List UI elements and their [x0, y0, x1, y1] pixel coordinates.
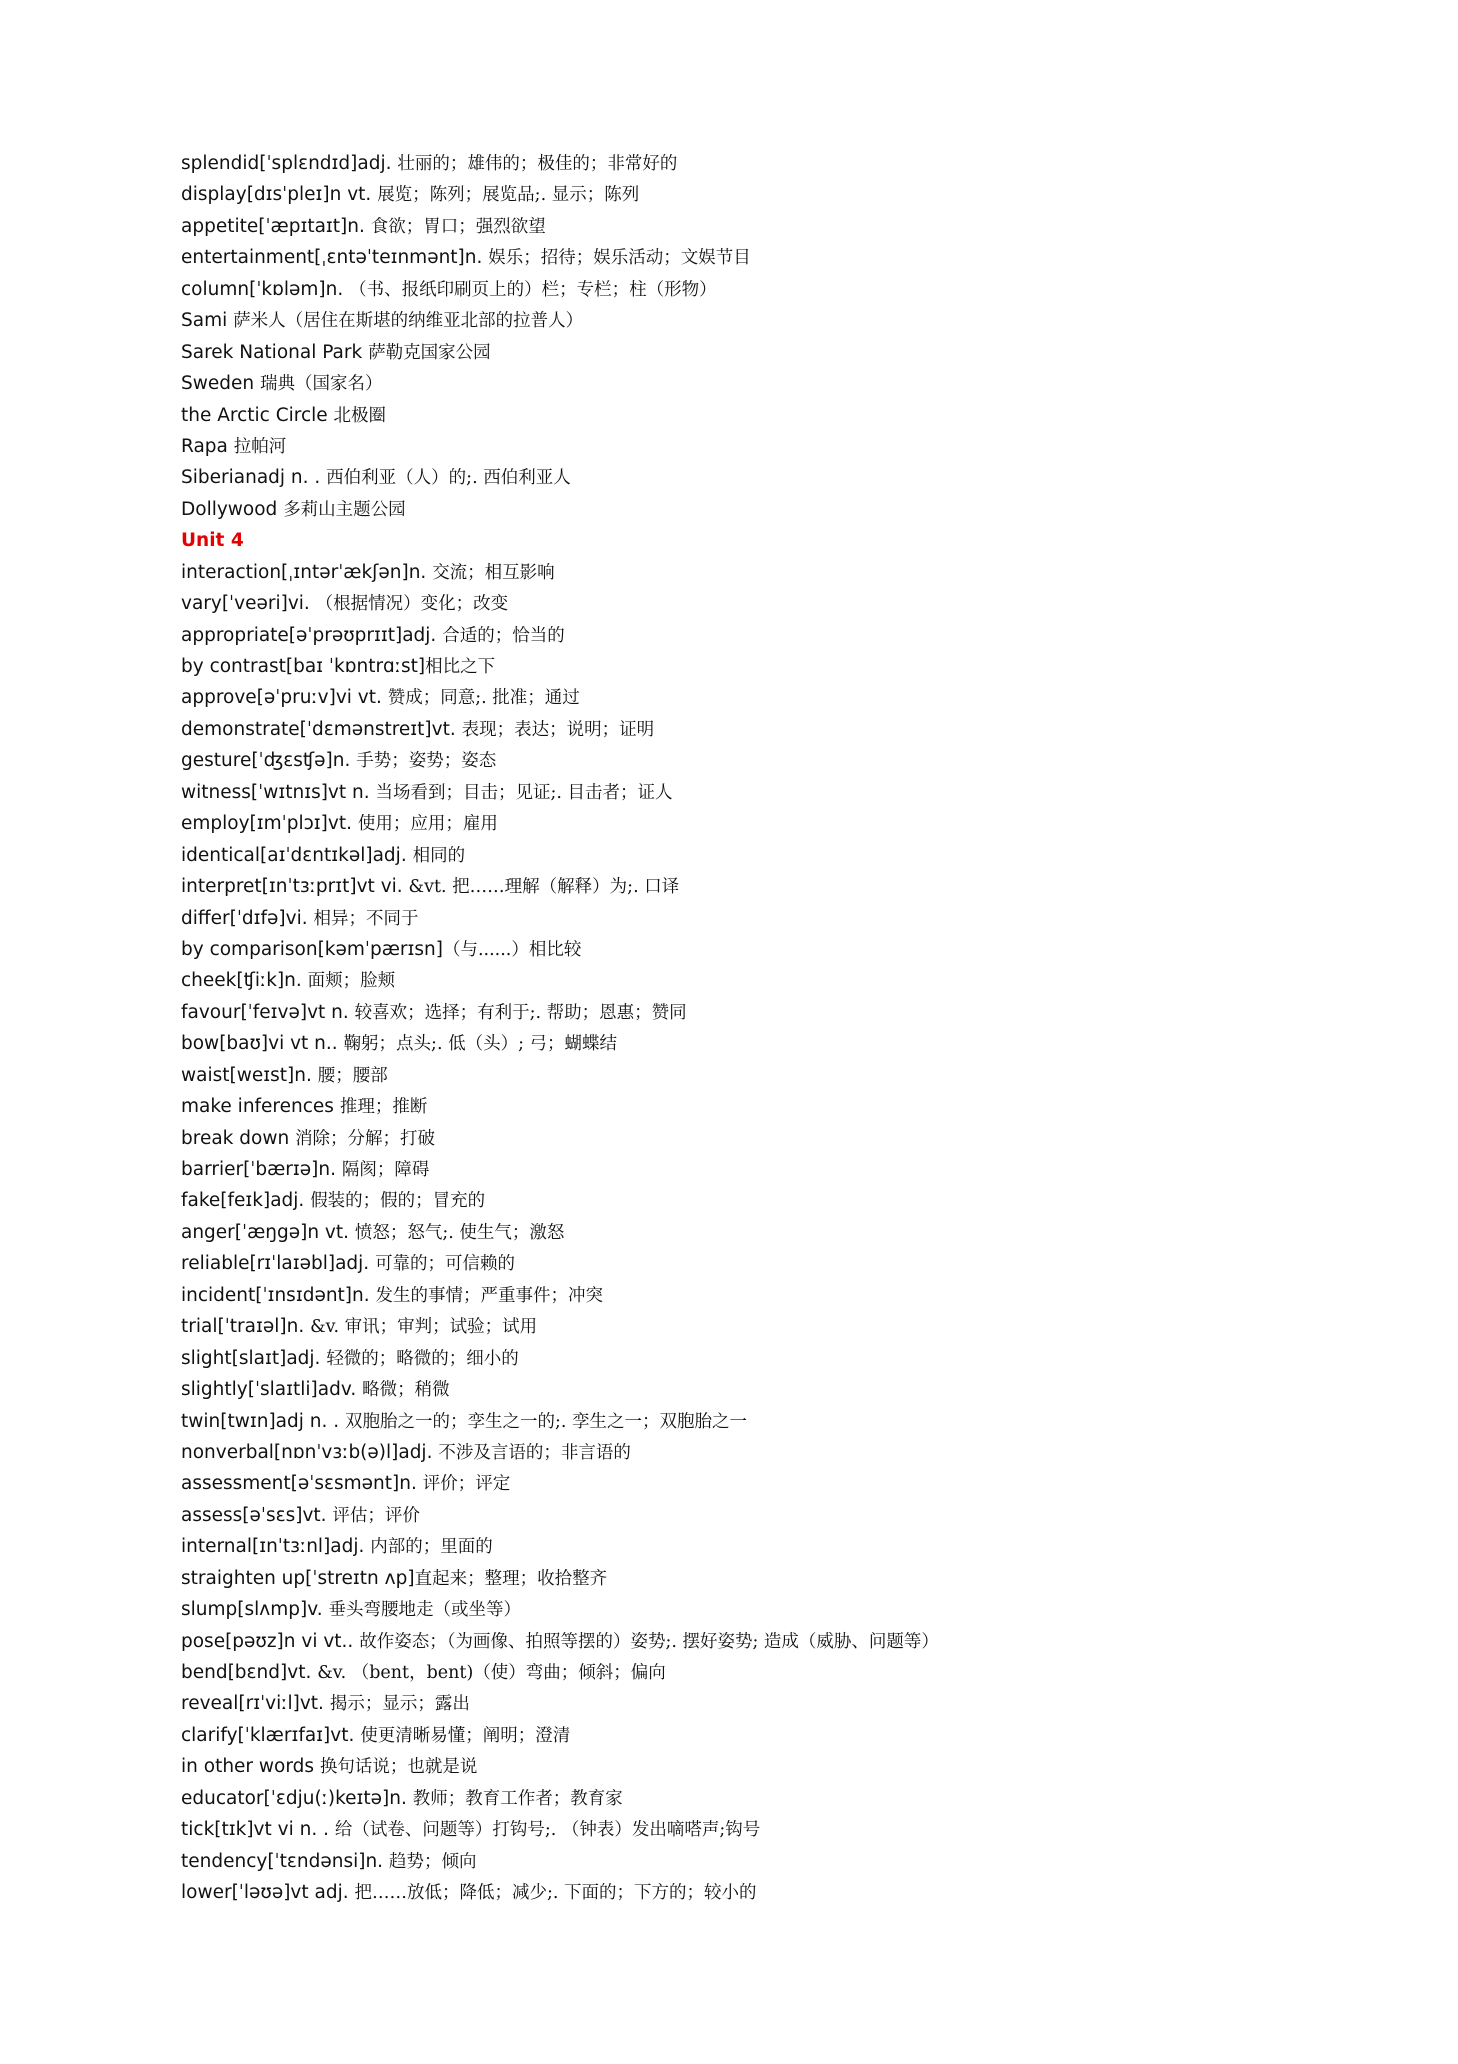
vocab-definition: 拉帕河	[233, 436, 287, 457]
vocab-definition: 教师；教育工作者；教育家	[412, 1788, 623, 1809]
vocab-term: interaction[ˌɪntərˈækʃən]n.	[181, 561, 433, 583]
vocab-term: identical[aɪˈdɛntɪkəl]adj.	[181, 844, 413, 866]
vocab-entry	[181, 1217, 1381, 1248]
vocab-entry	[181, 494, 1381, 525]
vocab-term: differ[ˈdɪfə]vi.	[181, 907, 314, 929]
vocab-entry	[181, 179, 1381, 210]
vocab-definition: 展览；陈列；展览品;. 显示；陈列	[377, 185, 640, 206]
vocab-definition: 交流；相互影响	[432, 562, 555, 583]
vocab-term: lower[ˈləʊə]vt adj.	[181, 1882, 355, 1904]
vocab-term: reliable[rɪˈlaɪəbl]adj.	[181, 1253, 376, 1275]
vocab-definition: 腰；腰部	[317, 1065, 388, 1086]
vocab-term: Sami	[181, 310, 234, 332]
vocab-definition: （书、报纸印刷页上的）栏；专栏；柱（形物）	[349, 279, 717, 300]
vocab-term: tick[tɪk]vt vi n. .	[181, 1819, 335, 1841]
vocab-entry	[181, 1877, 1381, 1908]
vocab-term: barrier[ˈbærɪə]n.	[181, 1159, 342, 1180]
vocab-term: anger[ˈæŋgə]n vt.	[181, 1221, 355, 1243]
vocab-entry	[181, 1531, 1381, 1562]
vocab-term: favour[ˈfeɪvə]vt n.	[181, 1001, 355, 1023]
unit-heading-text: Unit 4	[181, 530, 244, 552]
vocab-definition: 较喜欢；选择；有利于;. 帮助；恩惠；赞同	[354, 1002, 687, 1023]
vocab-entry	[181, 1720, 1381, 1751]
vocab-term: Sarek National Park	[181, 341, 369, 363]
vocab-term: cheek[ʧiːk]n.	[181, 970, 308, 992]
vocab-definition: 轻微的；略微的；细小的	[326, 1348, 519, 1369]
vocab-term: Sweden	[181, 373, 260, 395]
vocab-entry	[181, 588, 1381, 619]
vocab-term: column[ˈkɒləm]n.	[181, 278, 350, 300]
vocab-definition: 赞成；同意;. 批准；通过	[387, 688, 580, 709]
vocab-term: approve[əˈpruːv]vi vt.	[181, 687, 388, 709]
vocab-definition: 多莉山主题公园	[283, 499, 406, 520]
vocab-definition: 内部的；里面的	[370, 1537, 493, 1558]
vocab-term: clarify[ˈklærɪfaɪ]vt.	[181, 1724, 361, 1746]
vocab-definition: 略微；稍微	[362, 1380, 450, 1401]
vocab-term: tendency[ˈtɛndənsi]n.	[181, 1850, 389, 1872]
vocab-term: slightly[ˈslaɪtli]adv.	[181, 1379, 363, 1401]
vocab-entry	[181, 777, 1381, 808]
vocab-definition: &v. 审讯；审判；试验；试用	[310, 1317, 538, 1338]
vocab-entry	[181, 965, 1381, 996]
vocab-definition: 使更清晰易懂；阐明；澄清	[360, 1725, 571, 1746]
vocab-term: make inferences	[181, 1096, 340, 1118]
vocab-entry	[181, 557, 1381, 588]
vocab-term: educator[ˈɛdju(ː)keɪtə]n.	[181, 1787, 413, 1809]
vocab-term: witness[ˈwɪtnɪs]vt n.	[181, 781, 376, 803]
vocab-definition: 瑞典（国家名）	[260, 374, 383, 395]
vocab-definition: 娱乐；招待；娱乐活动；文娱节目	[488, 248, 751, 269]
vocab-term: slight[slaɪt]adj.	[181, 1347, 327, 1369]
vocab-term: straighten up[ˈstreɪtn ʌp]	[181, 1567, 415, 1589]
vocab-definition: 壮丽的；雄伟的；极佳的；非常好的	[397, 154, 678, 174]
vocab-definition: 评价；评定	[422, 1474, 511, 1495]
vocab-entry	[181, 1751, 1381, 1782]
vocab-entry	[181, 745, 1381, 776]
vocab-definition: 发生的事情；严重事件；冲突	[375, 1285, 604, 1306]
vocab-term: employ[ɪmˈplɔɪ]vt.	[181, 813, 358, 835]
vocab-term: in other words	[181, 1756, 320, 1778]
vocab-definition: 换句话说；也就是说	[319, 1757, 478, 1778]
vocab-entry	[181, 211, 1381, 242]
vocab-definition: 愤怒；怒气;. 使生气；激怒	[354, 1222, 565, 1243]
vocab-entry	[181, 808, 1381, 839]
vocab-definition: 消除；分解；打破	[295, 1128, 436, 1149]
vocab-definition: 可靠的；可信赖的	[375, 1254, 516, 1275]
vocab-term: pose[pəʊz]n vi vt..	[181, 1630, 360, 1652]
vocab-entry	[181, 1248, 1381, 1279]
vocab-term: waist[weɪst]n.	[181, 1064, 318, 1086]
vocab-definition: 合适的；恰当的	[442, 625, 565, 646]
vocab-entry	[181, 368, 1381, 399]
vocab-definition: 隔阂；障碍	[341, 1160, 430, 1180]
vocab-term: break down	[181, 1127, 296, 1149]
vocab-term: fake[feɪk]adj.	[181, 1190, 311, 1212]
vocab-entry	[181, 934, 1381, 965]
vocab-entry	[181, 651, 1381, 682]
vocab-definition: 当场看到；目击；见证;. 目击者；证人	[375, 782, 673, 803]
vocab-entry	[181, 242, 1381, 273]
vocab-definition: 不涉及言语的；非言语的	[438, 1442, 631, 1463]
vocab-term: reveal[rɪˈviːl]vt.	[181, 1693, 330, 1715]
vocab-term: slump[slʌmp]v.	[181, 1599, 329, 1621]
vocab-entry	[181, 620, 1381, 651]
vocab-entry	[181, 1846, 1381, 1877]
vocab-entry	[181, 1406, 1381, 1437]
vocab-term: the Arctic Circle	[181, 404, 334, 426]
vocab-entry	[181, 682, 1381, 713]
vocab-entry	[181, 337, 1381, 368]
vocab-term: appetite[ˈæpɪtaɪt]n.	[181, 215, 371, 237]
vocab-definition: 趋势；倾向	[388, 1851, 477, 1872]
vocab-entry	[181, 1657, 1381, 1688]
vocab-entry	[181, 903, 1381, 934]
vocab-definition: （根据情况）变化；改变	[315, 594, 509, 615]
vocab-term: by contrast[baɪ ˈkɒntrɑːst]	[181, 656, 426, 677]
vocab-term: incident[ˈɪnsɪdənt]n.	[181, 1284, 376, 1306]
vocab-term: demonstrate[ˈdɛmənstreɪt]vt.	[181, 718, 462, 740]
vocab-term: Rapa	[181, 435, 234, 457]
vocab-entry	[181, 400, 1381, 431]
vocab-term: assessment[əˈsɛsmənt]n.	[181, 1473, 423, 1495]
vocab-definition: 垂头弯腰地走（或坐等）	[328, 1600, 521, 1621]
vocab-entry	[181, 1311, 1381, 1342]
vocab-definition: 北极圈	[333, 405, 387, 426]
vocab-entry	[181, 714, 1381, 745]
vocab-entry	[181, 871, 1381, 902]
vocab-term: appropriate[əˈprəʊprɪɪt]adj.	[181, 624, 443, 646]
vocab-term: vary[ˈveəri]vi.	[181, 593, 316, 615]
vocab-definition: 萨米人（居住在斯堪的纳维亚北部的拉普人）	[233, 311, 584, 332]
vocab-entry	[181, 1500, 1381, 1531]
vocab-entry	[181, 274, 1381, 305]
vocab-definition: 萨勒克国家公园	[368, 342, 491, 363]
vocab-entry	[181, 1688, 1381, 1719]
vocab-entry	[181, 1563, 1381, 1594]
vocab-entry	[181, 431, 1381, 462]
vocab-definition: 直起来；整理；收拾整齐	[414, 1568, 608, 1589]
vocab-term: twin[twɪn]adj n. .	[181, 1410, 346, 1432]
vocab-term: display[dɪsˈpleɪ]n vt.	[181, 184, 378, 206]
vocab-term: Dollywood	[181, 498, 284, 520]
vocab-entry	[181, 1783, 1381, 1814]
vocab-entry	[181, 840, 1381, 871]
vocab-entry	[181, 148, 1381, 179]
vocab-entry	[181, 1123, 1381, 1154]
vocab-entry	[181, 997, 1381, 1028]
vocab-definition: 双胞胎之一的；孪生之一的;. 孪生之一；双胞胎之一	[345, 1411, 748, 1432]
vocab-definition: 把……放低；降低；减少;. 下面的；下方的；较小的	[354, 1883, 757, 1904]
vocab-entry	[181, 1185, 1381, 1216]
vocab-term: entertainment[ˌɛntəˈteɪnmənt]n.	[181, 247, 489, 269]
vocab-entry	[181, 1594, 1381, 1625]
vocab-entry	[181, 1626, 1381, 1657]
vocab-term: by comparison[kəmˈpærɪsn]	[181, 938, 443, 960]
vocab-term: gesture[ˈʤɛsʧə]n.	[181, 750, 357, 772]
vocab-term: Siberianadj n. .	[181, 467, 327, 489]
vocab-entry	[181, 1280, 1381, 1311]
vocab-entry	[181, 1374, 1381, 1405]
vocab-definition: 揭示；显示；露出	[329, 1694, 470, 1715]
vocab-definition: 假装的；假的；冒充的	[310, 1191, 486, 1212]
vocab-entry	[181, 1343, 1381, 1374]
vocab-definition: 相比之下	[425, 657, 496, 677]
vocab-entry	[181, 1814, 1381, 1845]
vocab-definition: 面颊；脸颊	[307, 971, 396, 992]
vocab-entry	[181, 1028, 1381, 1059]
vocab-definition: 评估；评价	[332, 1505, 420, 1526]
vocab-entry	[181, 1154, 1381, 1185]
vocab-entry	[181, 1060, 1381, 1091]
vocabulary-list	[181, 148, 1381, 1909]
vocab-definition: 鞠躬；点头;. 低（头）; 弓；蝴蝶结	[343, 1034, 618, 1055]
vocab-definition: 相异；不同于	[313, 908, 419, 929]
vocab-definition: 推理；推断	[339, 1097, 428, 1118]
vocab-term: assess[əˈsɛs]vt.	[181, 1504, 333, 1526]
vocab-entry	[181, 1437, 1381, 1468]
vocab-term: splendid[ˈsplɛndɪd]adj.	[181, 153, 398, 174]
vocab-definition: 西伯利亚（人）的;. 西伯利亚人	[326, 468, 571, 489]
vocab-definition: &v. （bent，bent)（使）弯曲；倾斜；偏向	[317, 1663, 666, 1683]
vocab-definition: &vt. 把……理解（解释）为;. 口译	[408, 877, 680, 898]
vocab-definition: 手势；姿势；姿态	[356, 751, 497, 772]
vocab-entry	[181, 305, 1381, 336]
vocab-term: interpret[ɪnˈtɜːprɪt]vt vi.	[181, 876, 409, 898]
vocab-definition: 表现；表达；说明；证明	[461, 719, 655, 740]
vocab-entry	[181, 462, 1381, 493]
vocab-definition: 故作姿态；（为画像、拍照等摆的）姿势;. 摆好姿势; 造成（威胁、问题等）	[359, 1631, 939, 1652]
unit-heading	[181, 525, 1381, 556]
vocab-term: trial[ˈtraɪəl]n.	[181, 1316, 311, 1338]
vocab-definition: 相同的	[412, 845, 466, 866]
vocab-definition: 使用；应用；雇用	[357, 814, 498, 835]
vocab-entry	[181, 1091, 1381, 1122]
vocab-term: bend[bɛnd]vt.	[181, 1662, 318, 1683]
vocab-term: internal[ɪnˈtɜːnl]adj.	[181, 1536, 371, 1558]
vocab-definition: （与......）相比较	[442, 939, 582, 960]
vocab-term: nonverbal[nɒnˈvɜːb(ə)l]adj.	[181, 1441, 439, 1463]
vocab-entry	[181, 1468, 1381, 1499]
vocab-definition: 食欲；胃口；强烈欲望	[370, 216, 546, 237]
vocab-definition: 给（试卷、问题等）打钩号;. （钟表）发出嘀嗒声;钩号	[334, 1820, 761, 1841]
vocab-term: bow[baʊ]vi vt n..	[181, 1033, 344, 1055]
